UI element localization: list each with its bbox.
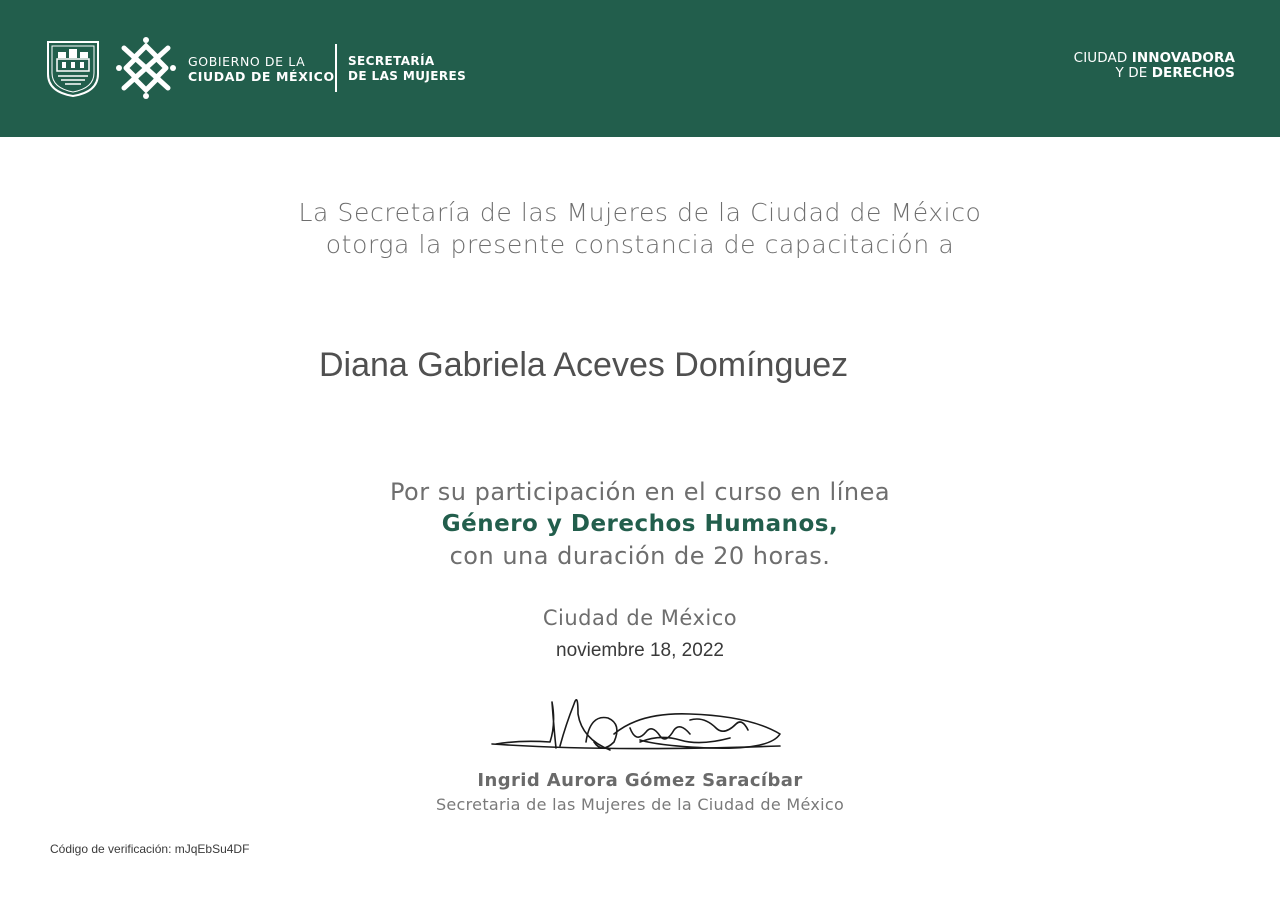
cdmx-knot-logo-icon	[116, 36, 176, 100]
certificate-intro	[0, 197, 1280, 261]
government-line-2: CIUDAD DE MÉXICO	[188, 69, 335, 84]
secretariat-line-2: DE LAS MUJERES	[348, 69, 467, 83]
secretariat-line-1: SECRETARÍA	[348, 54, 435, 68]
government-name	[188, 54, 335, 84]
course-name: Género y Derechos Humanos,	[441, 511, 839, 537]
participation-line: Por su participación en el curso en línea	[389, 478, 891, 506]
issue-date: noviembre 18, 2022	[556, 640, 724, 661]
duration-line: con una duración de 20 horas.	[449, 542, 831, 570]
slogan-line-1	[1074, 51, 1235, 66]
header-banner	[0, 0, 1280, 137]
slogan-line-1-bold: INNOVADORA	[1131, 50, 1235, 66]
coat-of-arms-icon	[46, 40, 100, 98]
recipient-name: Diana Gabriela Aceves Domínguez	[319, 346, 849, 384]
verification-code: Código de verificación: mJqEbSu4DF	[50, 842, 250, 856]
slogan-line-1-regular: CIUDAD	[1073, 50, 1132, 66]
header-divider	[335, 44, 337, 92]
intro-line-1: La Secretaría de las Mujeres de la Ciudad de México	[298, 198, 982, 227]
signatory-title: Secretaria de las Mujeres de la Ciudad de México	[435, 795, 845, 814]
government-line-1: GOBIERNO DE LA	[188, 54, 306, 69]
slogan-line-2-regular: Y DE	[1115, 65, 1152, 81]
signatory-name: Ingrid Aurora Gómez Saracíbar	[477, 770, 803, 791]
slogan	[1074, 51, 1235, 81]
slogan-line-2-bold: DERECHOS	[1151, 65, 1235, 81]
issue-city: Ciudad de México	[542, 606, 738, 630]
slogan-line-2	[1074, 66, 1235, 81]
handwritten-signature	[490, 684, 790, 764]
secretariat-name	[348, 54, 466, 84]
intro-line-2: otorga la presente constancia de capacitación a	[325, 230, 955, 259]
